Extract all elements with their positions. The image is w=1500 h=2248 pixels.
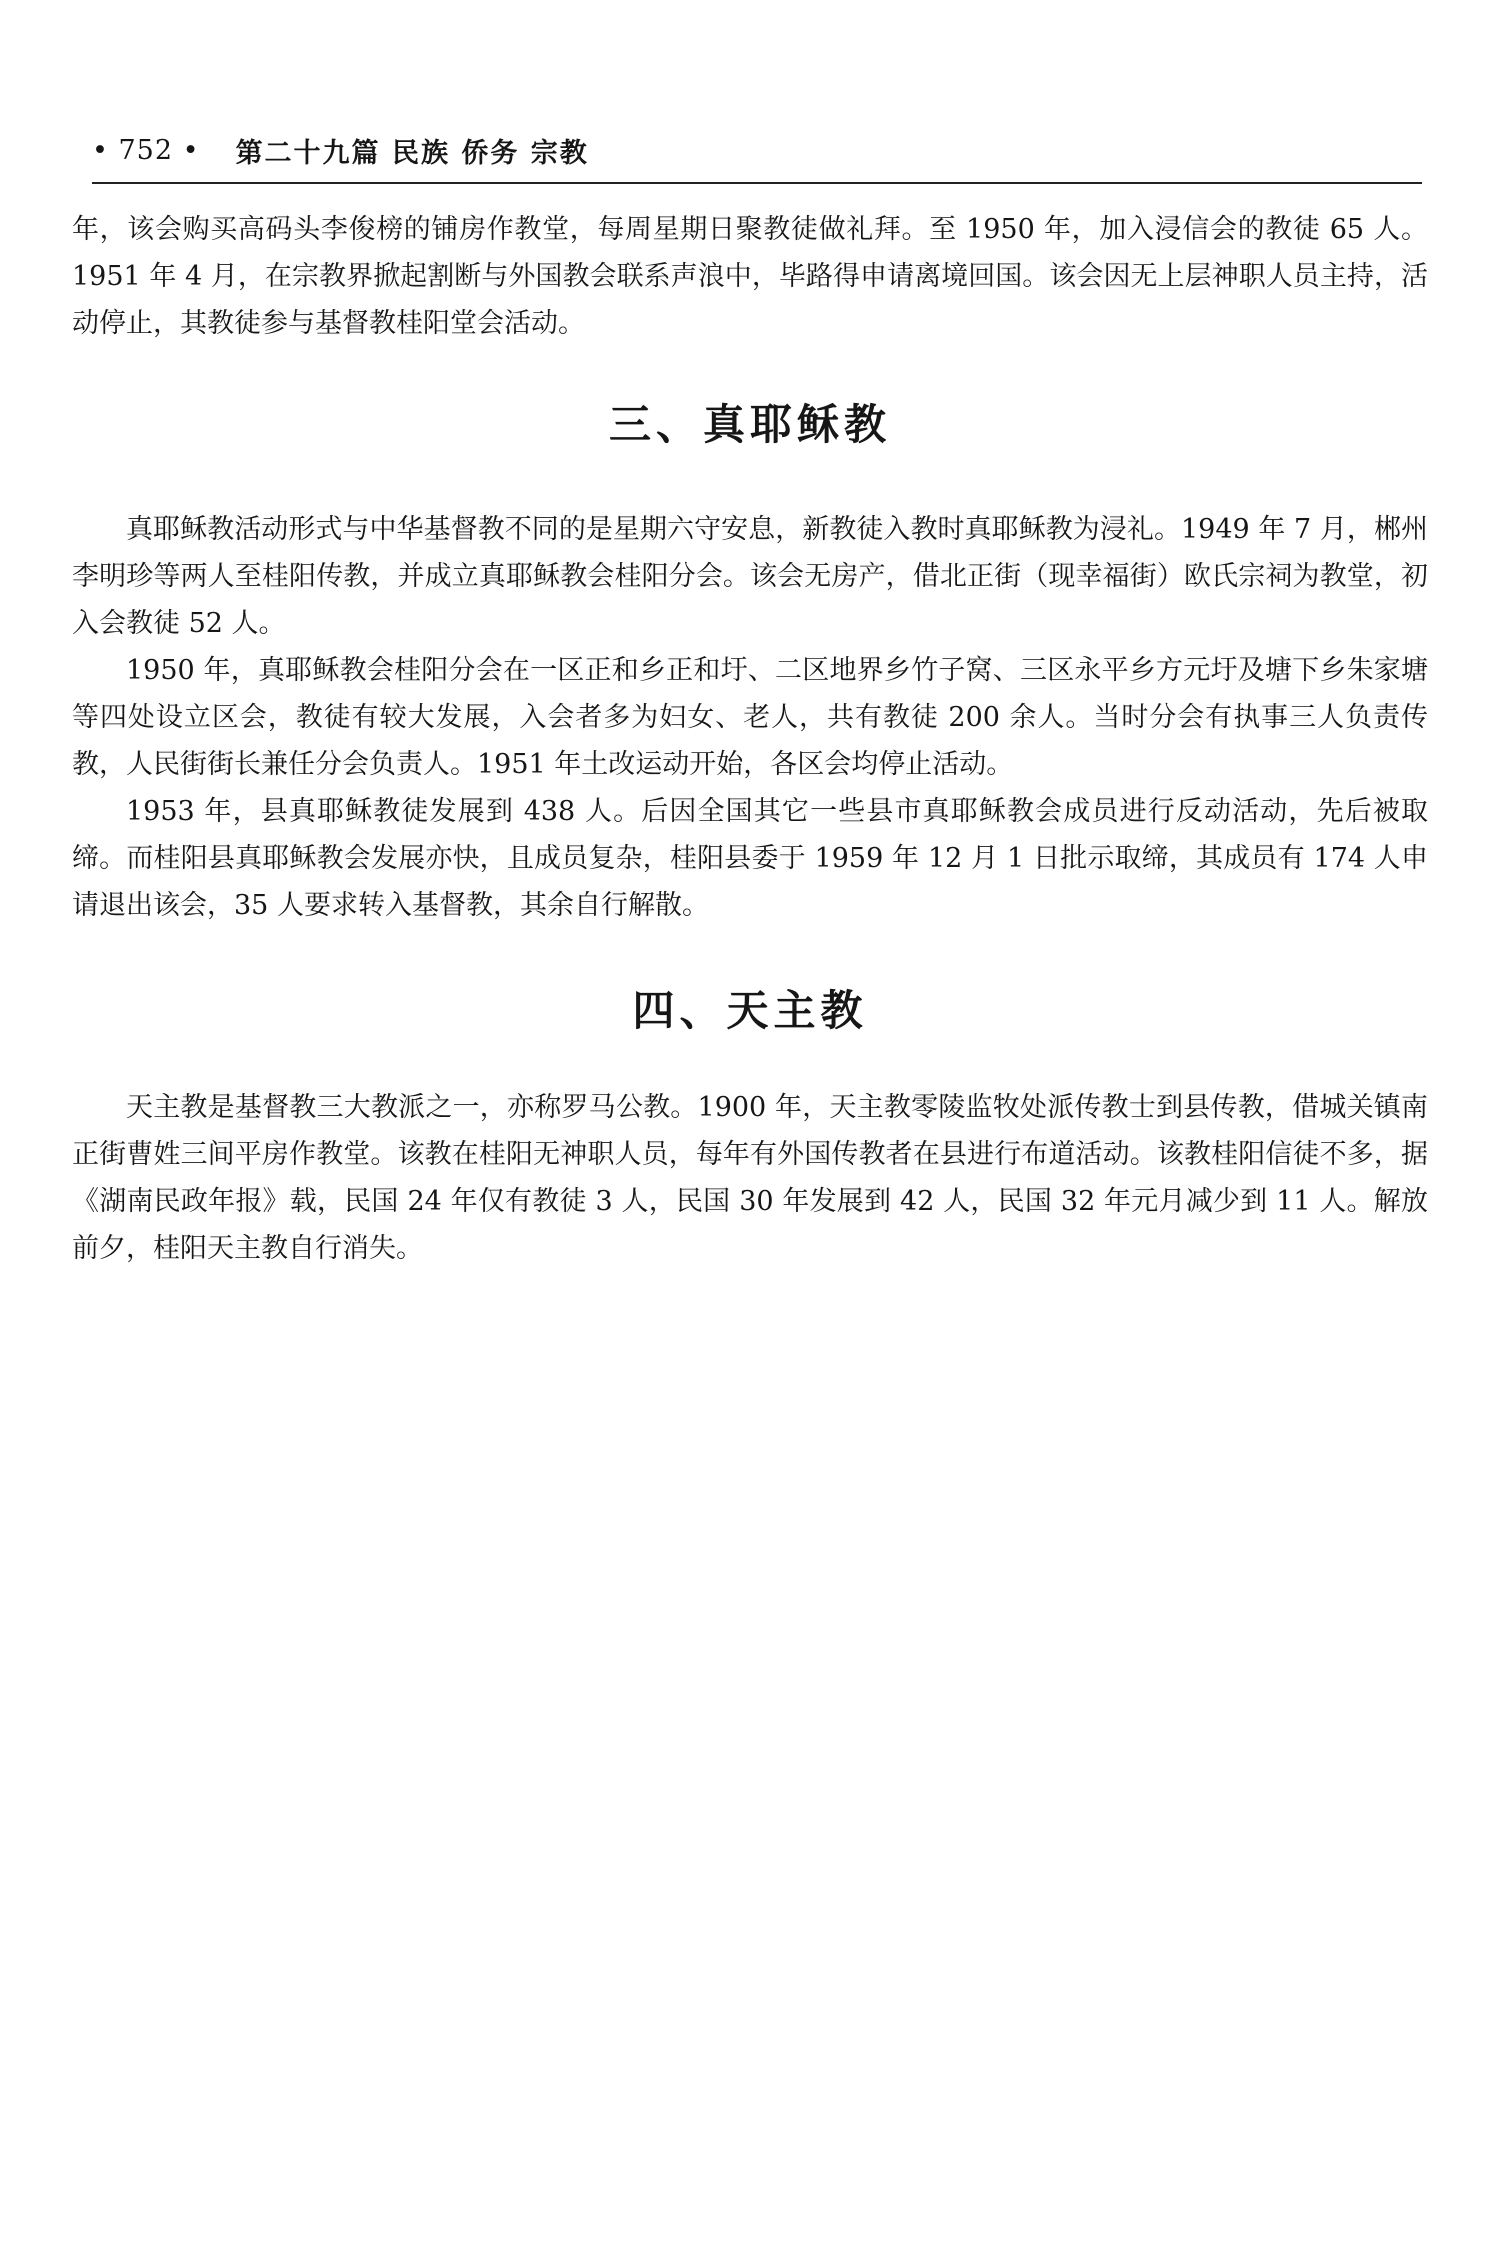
- paragraph: 真耶稣教活动形式与中华基督教不同的是星期六守安息，新教徒入教时真耶稣教为浸礼。1949 年 7 月，郴州李明珍等两人至桂阳传教，并成立真耶稣教会桂阳分会。该会无房产，借北正街（现幸福街）欧氏宗祠为教堂，初入会教徒 52 人。: [72, 514, 1428, 639]
- paragraph: 1950 年，真耶稣教会桂阳分会在一区正和乡正和圩、二区地界乡竹子窝、三区永平乡方元圩及塘下乡朱家塘等四处设立区会，教徒有较大发展，入会者多为妇女、老人，共有教徒 200 余人。当时分会有执事三人负责传教，人民街街长兼任分会负责人。1951 年土改运动开始，各区会均停止活动。: [72, 655, 1428, 780]
- intro-paragraph: 年，该会购买高码头李俊榜的铺房作教堂，每周星期日聚教徒做礼拜。至 1950 年，加入浸信会的教徒 65 人。1951 年 4 月，在宗教界掀起割断与外国教会联系声浪中，毕路得申请离境回国。该会因无上层神职人员主持，活动停止，其教徒参与基督教桂阳堂会活动。: [72, 214, 1428, 339]
- paragraph: 1953 年，县真耶稣教徒发展到 438 人。后因全国其它一些县市真耶稣教会成员进行反动活动，先后被取缔。而桂阳县真耶稣教会发展亦快，且成员复杂，桂阳县委于 1959 年 12 月 1 日批示取缔，其成员有 174 人申请退出该会，35 人要求转入基督教，其余自行解散。: [72, 796, 1428, 921]
- document-body: [72, 206, 1428, 1272]
- section-heading-catholicism: 四、天主教: [632, 986, 868, 1035]
- running-title: 第二十九篇 民族 侨务 宗教: [235, 137, 589, 169]
- header-rule: [92, 182, 1422, 184]
- page-number: • 752 •: [92, 134, 200, 166]
- paragraph: 天主教是基督教三大教派之一，亦称罗马公教。1900 年，天主教零陵监牧处派传教士到县传教，借城关镇南正街曹姓三间平房作教堂。该教在桂阳无神职人员，每年有外国传教者在县进行布道活动。该教桂阳信徒不多，据《湖南民政年报》载，民国 24 年仅有教徒 3 人，民国 30 年发展到 42 人，民国 32 年元月减少到 11 人。解放前夕，桂阳天主教自行消失。: [72, 1092, 1428, 1264]
- page-header: [92, 126, 1422, 174]
- section-heading-true-jesus-church: 三、真耶稣教: [608, 400, 891, 449]
